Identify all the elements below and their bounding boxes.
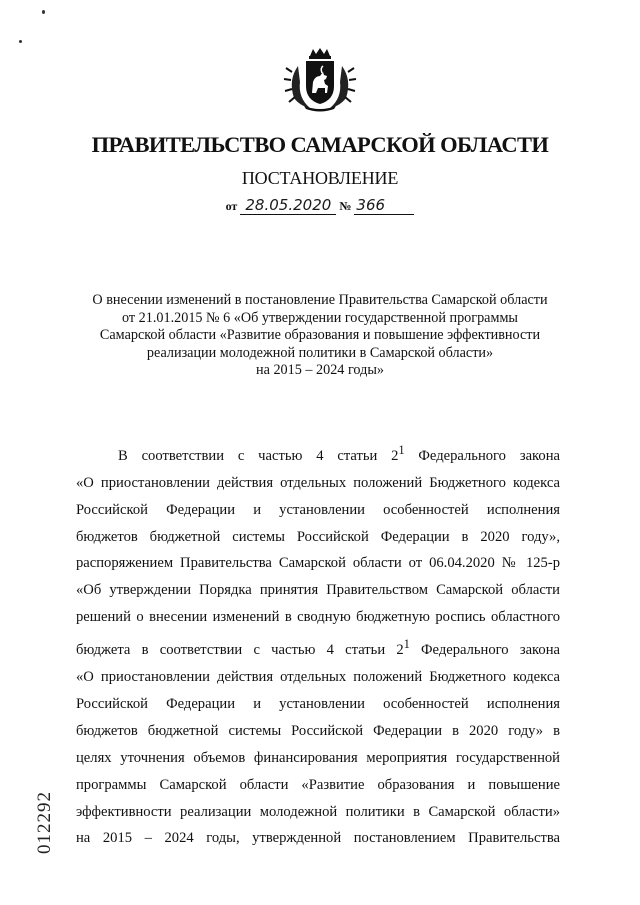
- date-number-line: [0, 197, 640, 215]
- scan-mark: [19, 40, 22, 43]
- subject-line: от 21.01.2015 № 6 «Об утверждении государственной программы: [122, 309, 518, 326]
- date-prefix: от: [225, 199, 238, 213]
- government-title: ПРАВИТЕЛЬСТВО САМАРСКОЙ ОБЛАСТИ: [91, 132, 549, 157]
- body-line: целях уточнения объемов финансирования мероприятия государственной: [76, 749, 560, 766]
- number-value: 366: [354, 197, 414, 215]
- body-line: «Об утверждении Порядка принятия Правительством Самарской области: [76, 582, 560, 599]
- body-line: бюджетов бюджетной системы Российской Федерации в 2020 году» в: [76, 722, 560, 739]
- document-subject: [60, 292, 580, 380]
- body-line: «О приостановлении действия отдельных положений Бюджетного кодекса: [76, 474, 560, 491]
- superscript: 1: [403, 637, 410, 652]
- number-prefix: №: [339, 199, 352, 213]
- body-line: В соответствии с частью 4 статьи $2^1$ Федерального закона: [118, 443, 560, 464]
- body-line: бюджетов бюджетной системы Российской Федерации в 2020 году»,: [76, 528, 560, 545]
- registration-number: 012292: [34, 791, 55, 854]
- scan-mark: [42, 10, 45, 14]
- body-line: «О приостановлении действия отдельных положений Бюджетного кодекса: [76, 668, 560, 685]
- body-line: решений о внесении изменений в сводную бюджетную роспись областного: [76, 609, 560, 626]
- date-value: 28.05.2020: [240, 197, 336, 215]
- subject-line: Самарской области «Развитие образования и повышение эффективности: [99, 327, 541, 344]
- body-line: распоряжением Правительства Самарской области от 06.04.2020 № 125-р: [76, 555, 560, 572]
- body-paragraph: [76, 437, 560, 852]
- body-line: Российской Федерации и установлении особенностей исполнения: [76, 501, 560, 518]
- coat-of-arms: [282, 46, 358, 112]
- samara-coat-of-arms-icon: [282, 46, 358, 112]
- subject-line: О внесении изменений в постановление Правительства Самарской области: [92, 292, 548, 308]
- body-line: программы Самарской области «Развитие образования и повышение: [76, 776, 560, 793]
- body-line: бюджета в соответствии с частью 4 статьи $2^1$ Федерального закона: [76, 637, 560, 659]
- superscript: 1: [398, 443, 405, 457]
- body-line: Российской Федерации и установлении особенностей исполнения: [76, 695, 560, 712]
- document-type: ПОСТАНОВЛЕНИЕ: [241, 168, 399, 188]
- subject-line: на 2015 – 2024 годы»: [256, 362, 384, 379]
- body-line: эффективности реализации молодежной политики в Самарской области»: [76, 803, 560, 820]
- body-line: на 2015 – 2024 годы, утвержденной постановлением Правительства: [76, 830, 560, 847]
- subject-line: реализации молодежной политики в Самарской области»: [146, 344, 494, 361]
